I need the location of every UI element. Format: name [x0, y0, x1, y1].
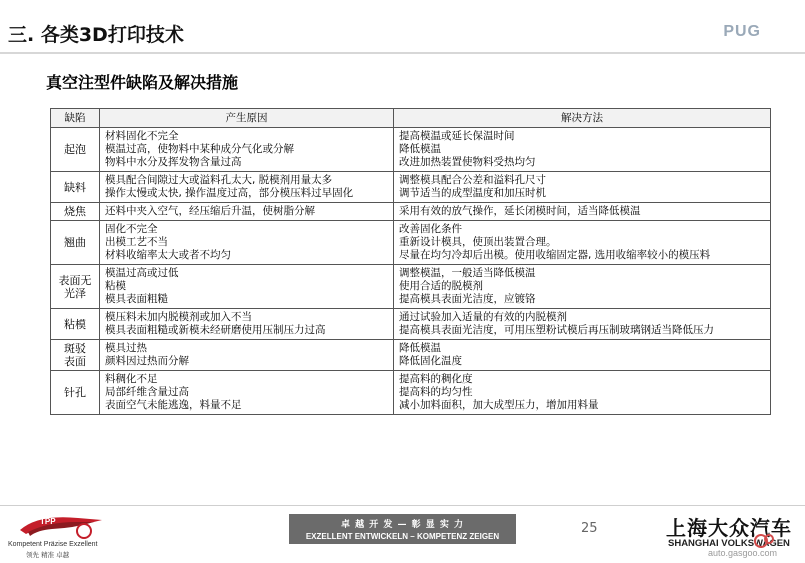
- brand-name-cn: 上海大众汽车: [666, 516, 792, 540]
- solution-line: 提高料的稠化度: [399, 373, 473, 385]
- table-row: [51, 172, 771, 203]
- table-row: [51, 265, 771, 309]
- solution-line: 改善固化条件: [399, 223, 462, 235]
- solution-line: 尽量在均匀冷却后出模。使用收缩固定器, 选用收缩率较小的模压料: [399, 249, 711, 261]
- cause-cell: [100, 221, 394, 265]
- solution-line: 调整模温，一般适当降低模温: [399, 267, 536, 279]
- section-title: 三. 各类3D打印技术: [8, 24, 184, 46]
- cause-line: 还料中夹入空气，经压缩后升温，使树脂分解: [105, 205, 315, 217]
- defect-line: 斑驳: [64, 342, 86, 355]
- table-row: [51, 309, 771, 340]
- defect-line: 缺料: [64, 180, 86, 194]
- defect-cell: [51, 309, 100, 340]
- solution-cell: [394, 172, 771, 203]
- cause-cell: [100, 172, 394, 203]
- cause-line: 出模工艺不当: [105, 236, 168, 248]
- cause-cell: [100, 340, 394, 371]
- cause-line: 模具过热: [105, 342, 147, 354]
- column-header-cause: 产生原因: [100, 109, 394, 128]
- solution-line: 调整模具配合公差和溢料孔尺寸: [399, 174, 546, 186]
- solution-cell: [394, 265, 771, 309]
- defect-cell: [51, 128, 100, 172]
- cause-cell: [100, 203, 394, 221]
- table-row: [51, 221, 771, 265]
- tpp-tagline-de: Kompetent Präzise Exzellent: [8, 541, 98, 548]
- pug-brand: PUG: [723, 23, 761, 40]
- table-row: [51, 128, 771, 172]
- solution-line: 提高料的均匀性: [399, 386, 473, 398]
- header-divider: [0, 52, 805, 54]
- tpp-logo: [8, 512, 108, 560]
- cause-line: 操作太慢或太快, 操作温度过高，部分模压料过早固化: [105, 187, 354, 199]
- tpp-logo-text: TPP: [40, 517, 56, 526]
- solution-cell: [394, 221, 771, 265]
- cause-line: 模具配合间隙过大或溢料孔太大, 脱模剂用量太多: [105, 174, 333, 186]
- solution-line: 提高模温或延长保温时间: [399, 130, 515, 142]
- cause-cell: [100, 309, 394, 340]
- table-body: [51, 128, 771, 415]
- cause-cell: [100, 371, 394, 415]
- cause-line: 模具表面粗糙或新模未经研磨使用压制压力过高: [105, 324, 326, 336]
- defect-line: 表面: [64, 355, 86, 368]
- cause-line: 材料固化不完全: [105, 130, 179, 142]
- defect-line: 表面无: [58, 273, 92, 287]
- defect-line: 翘曲: [64, 236, 86, 249]
- cause-line: 颜料因过热而分解: [105, 355, 189, 367]
- cause-line: 料稠化不足: [105, 373, 158, 385]
- table-row: [51, 371, 771, 415]
- slide-subtitle: 真空注型件缺陷及解决措施: [46, 73, 239, 92]
- table-row: [51, 340, 771, 371]
- defect-cell: [51, 172, 100, 203]
- cause-line: 物料中水分及挥发物含量过高: [105, 156, 242, 168]
- slogan-de: EXZELLENT ENTWICKELN – KOMPETENZ ZEIGEN: [305, 532, 500, 541]
- slogan-cn: 卓 越 开 发 — 彰 显 实 力: [340, 520, 465, 530]
- cause-line: 模温过高或过低: [105, 267, 179, 279]
- cause-line: 模具表面粗糙: [105, 293, 168, 305]
- slogan-banner: [289, 514, 516, 544]
- defect-line: 起泡: [64, 143, 86, 156]
- table-header-row: [51, 109, 771, 128]
- brand-name-en: SHANGHAI VOLKSWAGEN: [668, 538, 790, 549]
- solution-cell: [394, 371, 771, 415]
- defect-cell: [51, 221, 100, 265]
- solution-cell: [394, 309, 771, 340]
- solution-line: 采用有效的放气操作，延长闭模时间，适当降低模温: [399, 205, 641, 217]
- watermark-logo-icon: [752, 531, 776, 549]
- solution-line: 使用合适的脱模剂: [399, 280, 483, 292]
- solution-cell: [394, 340, 771, 371]
- slide-header: [0, 0, 805, 58]
- defect-line: 粘模: [64, 317, 86, 331]
- table-row: [51, 203, 771, 221]
- solution-cell: [394, 128, 771, 172]
- defect-cell: [51, 371, 100, 415]
- solution-line: 降低模温: [399, 342, 441, 354]
- solution-line: 减小加料面积，加大成型压力，增加用料量: [399, 399, 599, 411]
- defect-cell: [51, 340, 100, 371]
- defect-line: 烧焦: [64, 205, 86, 218]
- cause-line: 粘模: [105, 280, 126, 292]
- tpp-tagline-cn: 领先 精准 卓越: [26, 551, 70, 559]
- cause-line: 局部纤维含量过高: [105, 386, 189, 398]
- cause-cell: [100, 265, 394, 309]
- solution-line: 提高模具表面光洁度，可用压塑粉试模后再压制玻璃钢适当降低压力: [399, 324, 714, 336]
- column-header-solution: 解决方法: [394, 109, 771, 128]
- cause-line: 模压料未加内脱模剂或加入不当: [105, 311, 252, 323]
- page-number: 25: [581, 521, 598, 536]
- column-header-defect: 缺陷: [51, 109, 100, 128]
- cause-line: 模温过高，使物料中某种成分气化或分解: [105, 143, 294, 155]
- defect-table: [50, 108, 771, 415]
- solution-line: 降低固化温度: [399, 355, 462, 367]
- cause-line: 材料收缩率太大或者不均匀: [105, 249, 231, 261]
- tpp-emblem-icon: [18, 512, 104, 540]
- defect-cell: [51, 265, 100, 309]
- solution-line: 提高模具表面光洁度，应镀铬: [399, 293, 536, 305]
- defect-line: 针孔: [64, 386, 86, 399]
- solution-line: 改进加热装置使物料受热均匀: [399, 156, 536, 168]
- defect-line: 光泽: [64, 286, 86, 300]
- footer-divider: [0, 505, 805, 506]
- solution-line: 降低模温: [399, 143, 441, 155]
- solution-line: 调节适当的成型温度和加压时机: [399, 187, 546, 199]
- watermark-text: auto.gasgoo.com: [708, 548, 778, 558]
- cause-cell: [100, 128, 394, 172]
- cause-line: 表面空气未能逃逸，料量不足: [105, 399, 242, 411]
- solution-cell: [394, 203, 771, 221]
- solution-line: 重新设计模具，使顶出装置合理。: [399, 236, 557, 248]
- solution-line: 通过试验加入适量的有效的内脱模剂: [399, 311, 567, 323]
- defect-cell: [51, 203, 100, 221]
- cause-line: 固化不完全: [105, 223, 158, 235]
